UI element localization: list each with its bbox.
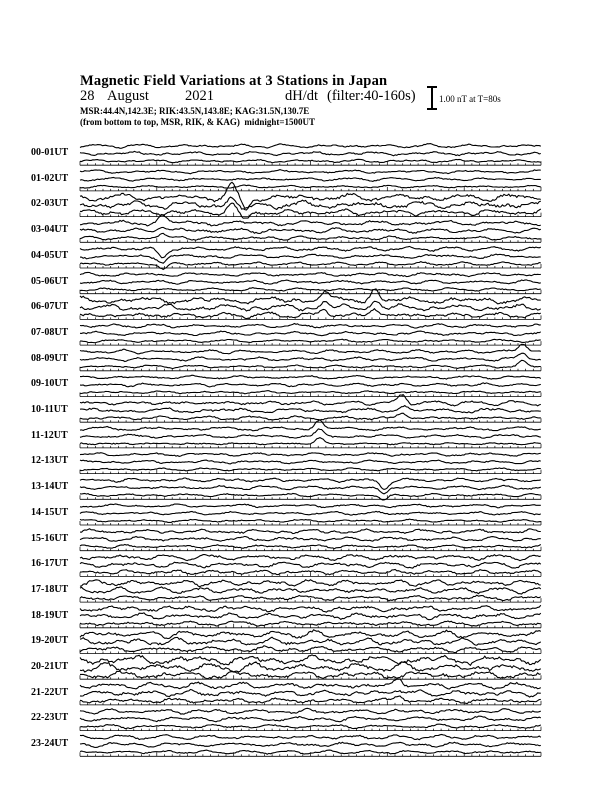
scale-label: 1.00 nT at T=80s: [439, 94, 501, 104]
trace-rik: [80, 151, 541, 155]
trace-msr: [80, 182, 541, 208]
quantity-label: dH/dt: [285, 88, 319, 104]
time-ticks: [80, 727, 541, 731]
midnight-note: midnight=1500UT: [244, 117, 315, 127]
trace-rik: [80, 406, 541, 413]
hour-label: 23-24UT: [31, 738, 69, 750]
hour-label: 14-15UT: [31, 506, 69, 518]
trace-rik: [80, 280, 541, 284]
chart-title: Magnetic Field Variations at 3 Stations in Japan: [80, 73, 388, 89]
time-ticks: [80, 521, 541, 525]
trace-rik: [80, 301, 541, 311]
trace-rik: [80, 742, 541, 747]
trace-kag: [80, 438, 541, 445]
hour-label: 22-23UT: [31, 712, 69, 724]
trace-msr: [80, 735, 541, 740]
hour-label: 11-12UT: [31, 429, 68, 441]
trace-msr: [80, 555, 541, 561]
trace-rik: [80, 587, 541, 594]
trace-rik: [80, 485, 541, 494]
hour-label: 13-14UT: [31, 481, 69, 493]
trace-rik: [80, 511, 541, 515]
trace-rik: [80, 353, 541, 361]
date-day: 28: [80, 88, 95, 104]
trace-rik: [80, 562, 541, 568]
trace-kag: [80, 750, 541, 754]
trace-rik: [80, 254, 541, 263]
trace-rik: [80, 613, 541, 620]
station-coordinates: MSR:44.4N,142.3E; RIK:43.5N,143.8E; KAG:31.5N,130.7E: [80, 106, 310, 116]
trace-msr: [80, 679, 541, 689]
hour-label: 00-01UT: [31, 147, 69, 158]
trace-msr: [80, 453, 541, 457]
hour-label: 12-13UT: [31, 455, 69, 467]
hour-label: 10-11UT: [31, 404, 68, 415]
trace-msr: [80, 272, 541, 276]
hour-label: 08-09UT: [31, 352, 69, 364]
hour-label: 15-16UT: [31, 532, 69, 544]
trace-msr: [80, 144, 541, 149]
hour-label: 18-19UT: [31, 609, 69, 621]
trace-rik: [80, 177, 541, 181]
trace-rik: [80, 383, 541, 387]
time-ticks: [80, 650, 541, 654]
hour-label: 02-03UT: [31, 198, 69, 210]
trace-rik: [80, 460, 541, 464]
trace-rik: [80, 716, 541, 722]
date-year: 2021: [185, 88, 214, 104]
trace-msr: [80, 375, 541, 379]
hour-label: 06-07UT: [31, 301, 69, 313]
trace-msr: [80, 170, 541, 174]
date-month: August: [107, 88, 149, 104]
hour-label: 17-18UT: [31, 583, 69, 595]
trace-msr: [80, 655, 541, 665]
hour-label: 20-21UT: [31, 661, 69, 672]
trace-msr: [80, 324, 541, 329]
trace-kag: [80, 339, 541, 343]
trace-msr: [80, 504, 541, 508]
trace-rik: [80, 197, 541, 210]
trace-msr: [80, 630, 541, 639]
trace-rik: [80, 331, 541, 336]
time-ticks: [80, 161, 541, 165]
hour-label: 21-22UT: [31, 686, 69, 698]
hour-label: 01-02UT: [31, 172, 69, 184]
hour-label: 03-04UT: [31, 224, 69, 236]
trace-msr: [80, 246, 541, 257]
filter-label: (filter:40-160s): [327, 88, 416, 104]
trace-rik: [80, 536, 541, 541]
trace-rik: [80, 690, 541, 698]
hour-label: 04-05UT: [31, 249, 69, 261]
trace-msr: [80, 344, 541, 354]
trace-rik: [80, 429, 541, 438]
trace-msr: [80, 580, 541, 587]
trace-kag: [80, 360, 541, 368]
hour-label: 16-17UT: [31, 558, 69, 570]
trace-msr: [80, 605, 541, 612]
hour-label: 09-10UT: [31, 378, 69, 390]
trace-rik: [80, 227, 541, 233]
hour-label: 19-20UT: [31, 635, 69, 647]
order-note: (from bottom to top, MSR, RIK, & KAG) midnight=1500UT: [80, 117, 315, 127]
trace-msr: [80, 529, 541, 534]
time-ticks: [80, 393, 541, 397]
hour-label: 05-06UT: [31, 275, 69, 287]
trace-msr: [80, 708, 541, 714]
trace-rik: [80, 637, 541, 645]
hour-label: 07-08UT: [31, 326, 69, 338]
